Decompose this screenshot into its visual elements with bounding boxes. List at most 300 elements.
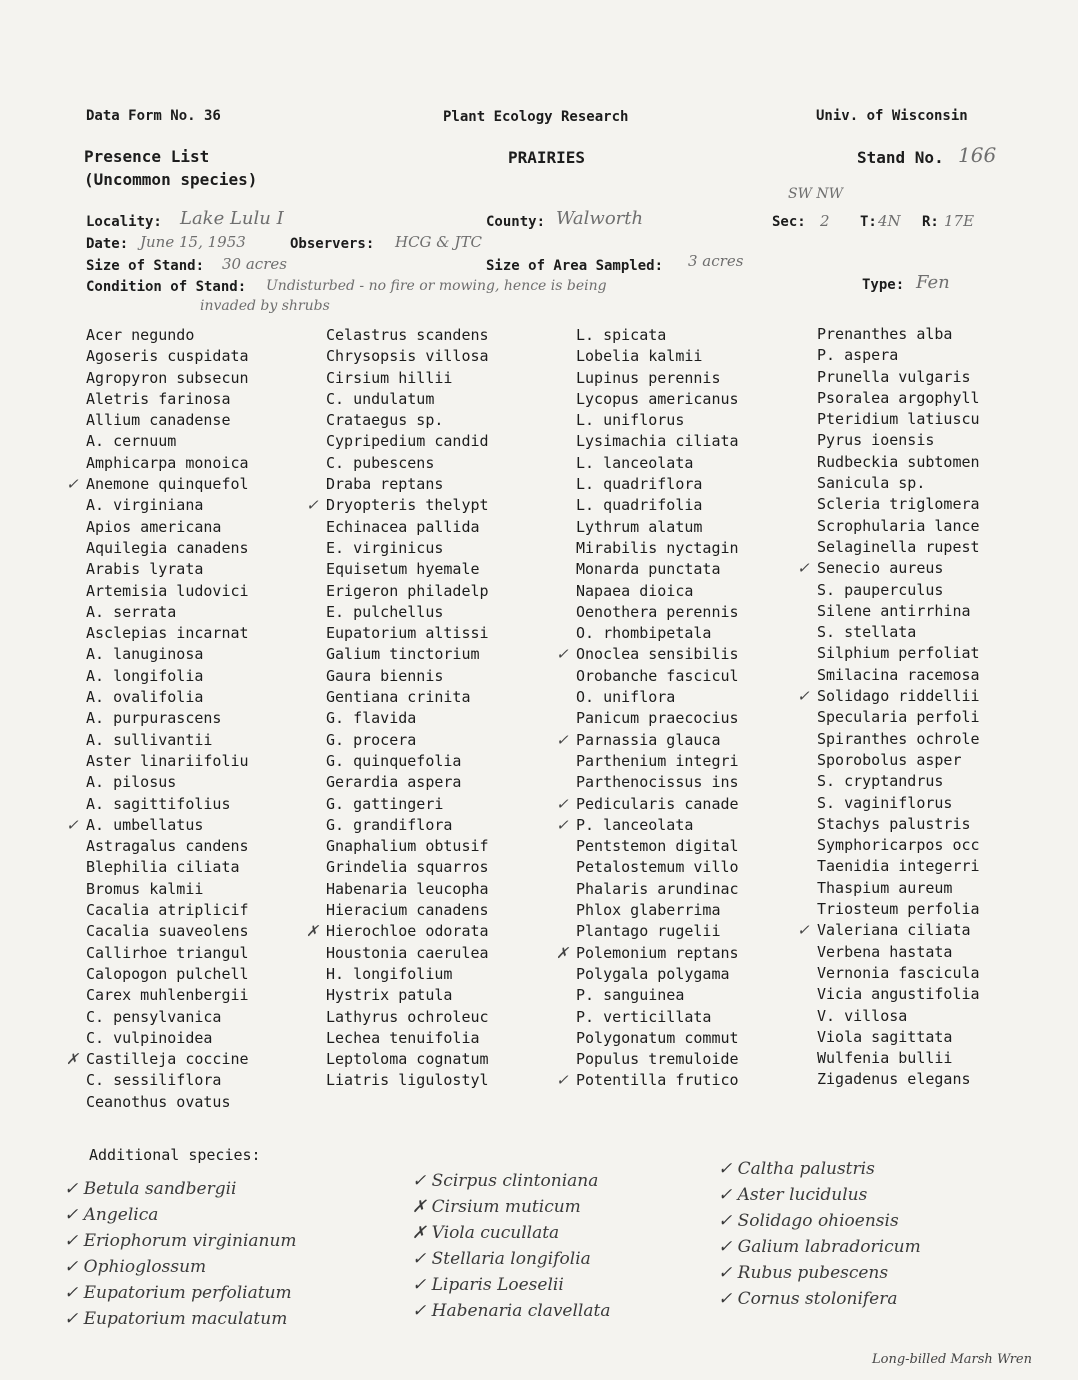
additional-species-item: ✓ Galium labradoricum bbox=[718, 1237, 921, 1257]
species-item bbox=[576, 857, 739, 878]
species-item bbox=[576, 602, 739, 623]
sec-value: 2 bbox=[820, 212, 830, 230]
species-item bbox=[797, 686, 980, 707]
species-name: Phalaris arundinac bbox=[576, 879, 739, 898]
species-name: Symphoricarpos occ bbox=[817, 836, 980, 855]
species-name: Leptoloma cognatum bbox=[326, 1050, 489, 1069]
species-item bbox=[326, 474, 489, 495]
species-name: Pyrus ioensis bbox=[817, 431, 935, 450]
species-name: O. rhombipetala bbox=[576, 624, 712, 643]
species-name: Psoralea argophyll bbox=[817, 388, 980, 407]
species-name: L. uniflorus bbox=[576, 411, 685, 430]
species-name: G. grandiflora bbox=[326, 815, 453, 834]
species-item bbox=[86, 900, 249, 921]
township-label: T: bbox=[860, 214, 877, 230]
species-name: Taenidia integerri bbox=[817, 857, 980, 876]
species-item bbox=[817, 324, 980, 345]
list-title: Presence List bbox=[84, 147, 210, 166]
species-name: Triosteum perfolia bbox=[817, 900, 980, 919]
township-value: 4N bbox=[878, 212, 901, 230]
additional-species-item: ✓ Betula sandbergii bbox=[64, 1179, 237, 1199]
species-item bbox=[576, 559, 739, 580]
species-item bbox=[576, 985, 739, 1006]
species-item bbox=[817, 899, 980, 920]
species-name: S. vaginiflorus bbox=[817, 793, 953, 812]
species-name: Gaura biennis bbox=[326, 666, 444, 685]
type-value: Fen bbox=[916, 272, 950, 293]
species-name: Spiranthes ochrole bbox=[817, 729, 980, 748]
species-item bbox=[576, 1007, 739, 1028]
species-name: A. virginiana bbox=[86, 496, 204, 515]
species-name: Sanicula sp. bbox=[817, 474, 926, 493]
species-name: S. pauperculus bbox=[817, 580, 944, 599]
checkmark-icon: ✓ bbox=[797, 921, 810, 940]
species-name: Chrysopsis villosa bbox=[326, 347, 489, 366]
species-item bbox=[86, 538, 249, 559]
species-name: Mirabilis nyctagin bbox=[576, 538, 739, 557]
species-name: Eupatorium altissi bbox=[326, 624, 489, 643]
species-name: Dryopteris thelypt bbox=[326, 496, 489, 515]
species-item bbox=[817, 878, 980, 899]
species-item bbox=[576, 772, 739, 793]
county-value: Walworth bbox=[556, 208, 644, 229]
species-item bbox=[576, 1028, 739, 1049]
species-item bbox=[326, 666, 489, 687]
checkmark-icon: ✓ bbox=[306, 496, 319, 515]
species-item bbox=[576, 623, 739, 644]
species-name: S. stellata bbox=[817, 623, 917, 642]
species-item bbox=[817, 793, 980, 814]
additional-species-item: ✓ Stellaria longifolia bbox=[412, 1249, 591, 1269]
species-name: Gentiana crinita bbox=[326, 688, 471, 707]
species-item bbox=[326, 1070, 489, 1091]
species-name: Sporobolus asper bbox=[817, 750, 962, 769]
species-item bbox=[556, 1070, 739, 1091]
species-name: S. cryptandrus bbox=[817, 772, 944, 791]
species-item bbox=[576, 346, 739, 367]
species-name: Arabis lyrata bbox=[86, 560, 204, 579]
species-item bbox=[817, 814, 980, 835]
species-item bbox=[326, 602, 489, 623]
species-item bbox=[817, 771, 980, 792]
additional-species-item: ✓ Ophioglossum bbox=[64, 1257, 207, 1277]
species-item bbox=[817, 345, 980, 366]
species-item bbox=[326, 772, 489, 793]
species-name: Gnaphalium obtusif bbox=[326, 837, 489, 856]
species-item bbox=[86, 581, 249, 602]
species-name: Equisetum hyemale bbox=[326, 560, 480, 579]
species-item bbox=[86, 730, 249, 751]
species-item bbox=[326, 943, 489, 964]
species-name: L. quadriflora bbox=[576, 475, 703, 494]
species-item bbox=[817, 580, 980, 601]
form-number: Data Form No. 36 bbox=[86, 108, 221, 124]
species-item bbox=[86, 368, 249, 389]
species-name: A. longifolia bbox=[86, 666, 204, 685]
species-name: A. purpurascens bbox=[86, 709, 222, 728]
area-sampled-value: 3 acres bbox=[688, 252, 744, 270]
additional-species-item: ✓ Angelica bbox=[64, 1205, 159, 1225]
species-item bbox=[817, 537, 980, 558]
species-item bbox=[86, 1007, 249, 1028]
species-item bbox=[326, 857, 489, 878]
species-item bbox=[86, 921, 249, 942]
species-name: Pteridium latiuscu bbox=[817, 410, 980, 429]
species-item bbox=[817, 856, 980, 877]
species-item bbox=[86, 836, 249, 857]
species-name: A. umbellatus bbox=[86, 815, 204, 834]
species-item bbox=[326, 879, 489, 900]
species-name: Ceanothus ovatus bbox=[86, 1092, 231, 1111]
species-name: C. vulpinoidea bbox=[86, 1028, 213, 1047]
species-item bbox=[576, 900, 739, 921]
species-name: A. pilosus bbox=[86, 773, 177, 792]
additional-species-item: ✓ Habenaria clavellata bbox=[412, 1301, 611, 1321]
species-name: Cacalia suaveolens bbox=[86, 922, 249, 941]
date-value: June 15, 1953 bbox=[140, 233, 246, 251]
species-item bbox=[326, 368, 489, 389]
area-sampled-label: Size of Area Sampled: bbox=[486, 258, 664, 274]
species-name: Agropyron subsecun bbox=[86, 368, 249, 387]
species-item bbox=[86, 687, 249, 708]
species-name: A. sagittifolius bbox=[86, 794, 231, 813]
species-item bbox=[797, 558, 980, 579]
species-item bbox=[817, 601, 980, 622]
species-item bbox=[326, 836, 489, 857]
checkmark-icon: ✓ bbox=[556, 730, 569, 749]
species-column-3 bbox=[556, 325, 739, 1092]
species-name: A. lanuginosa bbox=[86, 645, 204, 664]
species-name: Artemisia ludovici bbox=[86, 581, 249, 600]
species-item bbox=[817, 750, 980, 771]
species-name: Hieracium canadens bbox=[326, 901, 489, 920]
species-item bbox=[326, 708, 489, 729]
species-item bbox=[86, 644, 249, 665]
species-item bbox=[86, 389, 249, 410]
species-name: Anemone quinquefol bbox=[86, 475, 249, 494]
species-name: O. uniflora bbox=[576, 688, 676, 707]
species-item bbox=[326, 687, 489, 708]
observers-value: HCG & JTC bbox=[395, 233, 482, 251]
locality-label: Locality: bbox=[86, 214, 162, 230]
species-item bbox=[66, 1049, 249, 1070]
species-item bbox=[576, 453, 739, 474]
condition-value-line1: Undisturbed - no fire or mowing, hence is being bbox=[266, 278, 607, 294]
species-name: Allium canadense bbox=[86, 411, 231, 430]
checkmark-icon: ✓ bbox=[556, 645, 569, 664]
species-name: Solidago riddellii bbox=[817, 687, 980, 706]
species-item bbox=[817, 494, 980, 515]
species-name: Polygonatum commut bbox=[576, 1028, 739, 1047]
species-name: C. pensylvanica bbox=[86, 1007, 222, 1026]
range-value: 17E bbox=[944, 212, 975, 230]
species-name: Specularia perfoli bbox=[817, 708, 980, 727]
sec-note: SW NW bbox=[788, 186, 844, 202]
species-item bbox=[326, 581, 489, 602]
species-item bbox=[817, 1027, 980, 1048]
species-name: Zigadenus elegans bbox=[817, 1070, 971, 1089]
species-name: Vernonia fascicula bbox=[817, 963, 980, 982]
species-name: Acer negundo bbox=[86, 326, 195, 344]
sec-label: Sec: bbox=[772, 214, 806, 230]
additional-species-item: ✓ Eriophorum virginianum bbox=[64, 1231, 297, 1251]
species-name: V. villosa bbox=[817, 1006, 908, 1025]
checkmark-icon: ✓ bbox=[797, 687, 810, 706]
species-name: Astragalus candens bbox=[86, 837, 249, 856]
species-name: L. spicata bbox=[576, 326, 667, 344]
species-name: Bromus kalmii bbox=[86, 879, 204, 898]
species-item bbox=[66, 474, 249, 495]
species-name: Stachys palustris bbox=[817, 814, 971, 833]
species-column-1 bbox=[66, 325, 249, 1113]
species-name: Draba reptans bbox=[326, 475, 444, 494]
species-name: Apios americana bbox=[86, 517, 222, 536]
additional-species-item: ✓ Rubus pubescens bbox=[718, 1263, 889, 1283]
species-name: Carex muhlenbergii bbox=[86, 986, 249, 1005]
species-item bbox=[306, 921, 489, 942]
species-name: Scleria triglomera bbox=[817, 495, 980, 514]
species-item bbox=[326, 985, 489, 1006]
species-item bbox=[576, 836, 739, 857]
species-name: Valeriana ciliata bbox=[817, 921, 971, 940]
species-name: Monarda punctata bbox=[576, 560, 721, 579]
species-name: Galium tinctorium bbox=[326, 645, 480, 664]
species-item bbox=[576, 517, 739, 538]
species-item bbox=[86, 453, 249, 474]
species-item bbox=[817, 409, 980, 430]
species-item bbox=[817, 665, 980, 686]
species-name: Asclepias incarnat bbox=[86, 624, 249, 643]
species-name: Lythrum alatum bbox=[576, 517, 703, 536]
condition-label: Condition of Stand: bbox=[86, 279, 247, 295]
species-name: Scrophularia lance bbox=[817, 516, 980, 535]
species-item bbox=[86, 495, 249, 516]
species-item bbox=[326, 559, 489, 580]
species-item bbox=[86, 559, 249, 580]
species-item bbox=[817, 643, 980, 664]
species-name: Cirsium hillii bbox=[326, 368, 453, 387]
species-name: Grindelia squarros bbox=[326, 858, 489, 877]
species-name: P. aspera bbox=[817, 346, 899, 365]
organization: Plant Ecology Research bbox=[443, 109, 629, 125]
species-item bbox=[576, 410, 739, 431]
species-item bbox=[576, 368, 739, 389]
additional-species-item: ✓ Scirpus clintoniana bbox=[412, 1171, 599, 1191]
species-item bbox=[86, 325, 249, 346]
species-name: Wulfenia bullii bbox=[817, 1049, 953, 1068]
cross-mark-icon: ✗ bbox=[556, 943, 569, 962]
species-name: H. longifolium bbox=[326, 964, 453, 983]
species-item bbox=[326, 346, 489, 367]
additional-species-item: ✓ Cornus stolonifera bbox=[718, 1289, 898, 1309]
species-column-4 bbox=[797, 324, 980, 1091]
species-name: Amphicarpa monoica bbox=[86, 453, 249, 472]
species-item bbox=[86, 943, 249, 964]
species-name: Vicia angustifolia bbox=[817, 985, 980, 1004]
species-item bbox=[86, 666, 249, 687]
species-item bbox=[86, 857, 249, 878]
species-name: Aquilegia canadens bbox=[86, 538, 249, 557]
species-item bbox=[326, 410, 489, 431]
species-name: Houstonia caerulea bbox=[326, 943, 489, 962]
additional-species-item: ✓ Caltha palustris bbox=[718, 1159, 875, 1179]
species-item bbox=[576, 751, 739, 772]
species-item bbox=[86, 1028, 249, 1049]
species-item bbox=[817, 1048, 980, 1069]
species-item bbox=[576, 879, 739, 900]
species-name: A. ovalifolia bbox=[86, 688, 204, 707]
species-item bbox=[306, 495, 489, 516]
species-name: Silphium perfoliat bbox=[817, 644, 980, 663]
species-item bbox=[86, 517, 249, 538]
species-item bbox=[556, 794, 739, 815]
species-name: Oenothera perennis bbox=[576, 602, 739, 621]
species-item bbox=[86, 794, 249, 815]
species-item bbox=[576, 964, 739, 985]
additional-species-item: ✗ Viola cucullata bbox=[412, 1223, 560, 1243]
species-item bbox=[576, 666, 739, 687]
species-name: Potentilla frutico bbox=[576, 1071, 739, 1090]
species-name: Aster linariifoliu bbox=[86, 751, 249, 770]
species-item bbox=[326, 794, 489, 815]
species-item bbox=[86, 772, 249, 793]
species-item bbox=[797, 920, 980, 941]
species-name: Orobanche fascicul bbox=[576, 666, 739, 685]
additional-species-item: ✗ Cirsium muticum bbox=[412, 1197, 581, 1217]
species-name: Napaea dioica bbox=[576, 581, 694, 600]
additional-species-item: ✓ Liparis Loeselii bbox=[412, 1275, 564, 1295]
stand-number: 166 bbox=[958, 143, 997, 167]
species-name: L. lanceolata bbox=[576, 453, 694, 472]
species-item bbox=[86, 879, 249, 900]
species-column-2 bbox=[306, 325, 489, 1092]
stand-size-value: 30 acres bbox=[222, 255, 287, 273]
additional-species-label: Additional species: bbox=[89, 1146, 261, 1164]
category-title: PRAIRIES bbox=[508, 148, 586, 167]
species-name: A. sullivantii bbox=[86, 730, 213, 749]
species-name: C. pubescens bbox=[326, 453, 435, 472]
species-name: Prunella vulgaris bbox=[817, 367, 971, 386]
species-name: Panicum praecocius bbox=[576, 709, 739, 728]
species-name: Polygala polygama bbox=[576, 964, 730, 983]
species-item bbox=[817, 516, 980, 537]
county-label: County: bbox=[486, 214, 546, 230]
species-item bbox=[576, 708, 739, 729]
species-item bbox=[326, 730, 489, 751]
additional-column-1 bbox=[64, 1176, 297, 1332]
checkmark-icon: ✓ bbox=[556, 1071, 569, 1090]
species-item bbox=[817, 430, 980, 451]
species-item bbox=[817, 1069, 980, 1090]
type-label: Type: bbox=[862, 277, 905, 293]
species-name: G. gattingeri bbox=[326, 794, 444, 813]
species-item bbox=[326, 815, 489, 836]
locality-value: Lake Lulu I bbox=[180, 208, 284, 229]
cross-mark-icon: ✗ bbox=[306, 922, 319, 941]
species-name: E. pulchellus bbox=[326, 602, 444, 621]
species-item bbox=[326, 538, 489, 559]
species-item bbox=[86, 410, 249, 431]
species-item bbox=[576, 1049, 739, 1070]
species-name: Erigeron philadelp bbox=[326, 581, 489, 600]
species-name: Viola sagittata bbox=[817, 1027, 953, 1046]
species-item bbox=[817, 707, 980, 728]
footnote-annotation: Long-billed Marsh Wren bbox=[872, 1352, 1032, 1367]
species-name: Callirhoe triangul bbox=[86, 943, 249, 962]
species-name: P. verticillata bbox=[576, 1007, 712, 1026]
species-name: Cacalia atriplicif bbox=[86, 901, 249, 920]
additional-column-3 bbox=[718, 1156, 921, 1312]
species-item bbox=[817, 942, 980, 963]
species-item bbox=[556, 943, 739, 964]
additional-column-2 bbox=[412, 1168, 610, 1324]
checkmark-icon: ✓ bbox=[66, 475, 79, 494]
species-name: Castilleja coccine bbox=[86, 1050, 249, 1069]
species-name: G. flavida bbox=[326, 709, 417, 728]
species-name: Calopogon pulchell bbox=[86, 964, 249, 983]
species-name: Rudbeckia subtomen bbox=[817, 452, 980, 471]
species-name: Parthenocissus ins bbox=[576, 773, 739, 792]
additional-species-item: ✓ Aster lucidulus bbox=[718, 1185, 868, 1205]
species-name: Smilacina racemosa bbox=[817, 665, 980, 684]
species-name: Senecio aureus bbox=[817, 559, 944, 578]
stand-size-label: Size of Stand: bbox=[86, 258, 205, 274]
list-subtitle: (Uncommon species) bbox=[84, 170, 258, 189]
species-name: Parnassia glauca bbox=[576, 730, 721, 749]
species-name: Pentstemon digital bbox=[576, 837, 739, 856]
species-item bbox=[326, 1049, 489, 1070]
species-item bbox=[326, 964, 489, 985]
condition-value-line2: invaded by shrubs bbox=[200, 298, 330, 314]
species-item bbox=[817, 452, 980, 473]
species-item bbox=[576, 431, 739, 452]
species-name: Populus tremuloide bbox=[576, 1050, 739, 1069]
checkmark-icon: ✓ bbox=[66, 815, 79, 834]
species-item bbox=[86, 431, 249, 452]
species-item bbox=[86, 1070, 249, 1091]
species-item bbox=[817, 473, 980, 494]
species-name: Agoseris cuspidata bbox=[86, 347, 249, 366]
species-name: C. sessiliflora bbox=[86, 1071, 222, 1090]
species-item bbox=[576, 495, 739, 516]
species-name: P. lanceolata bbox=[576, 815, 694, 834]
species-name: E. virginicus bbox=[326, 538, 444, 557]
species-item bbox=[326, 431, 489, 452]
species-item bbox=[326, 517, 489, 538]
species-name: A. serrata bbox=[86, 602, 177, 621]
species-item bbox=[556, 815, 739, 836]
species-item bbox=[817, 835, 980, 856]
species-name: A. cernuum bbox=[86, 432, 177, 451]
range-label: R: bbox=[922, 214, 939, 230]
species-name: Lycopus americanus bbox=[576, 389, 739, 408]
additional-species-item: ✓ Eupatorium perfoliatum bbox=[64, 1283, 292, 1303]
species-name: Petalostemum villo bbox=[576, 858, 739, 877]
species-item bbox=[326, 325, 489, 346]
species-item bbox=[86, 602, 249, 623]
species-name: Lobelia kalmii bbox=[576, 347, 703, 366]
species-item bbox=[86, 346, 249, 367]
species-item bbox=[817, 1006, 980, 1027]
species-name: Onoclea sensibilis bbox=[576, 645, 739, 664]
species-item bbox=[86, 751, 249, 772]
species-name: Crataegus sp. bbox=[326, 411, 444, 430]
species-item bbox=[86, 985, 249, 1006]
species-name: Cypripedium candid bbox=[326, 432, 489, 451]
species-name: Hierochloe odorata bbox=[326, 922, 489, 941]
species-item bbox=[576, 921, 739, 942]
species-item bbox=[86, 964, 249, 985]
